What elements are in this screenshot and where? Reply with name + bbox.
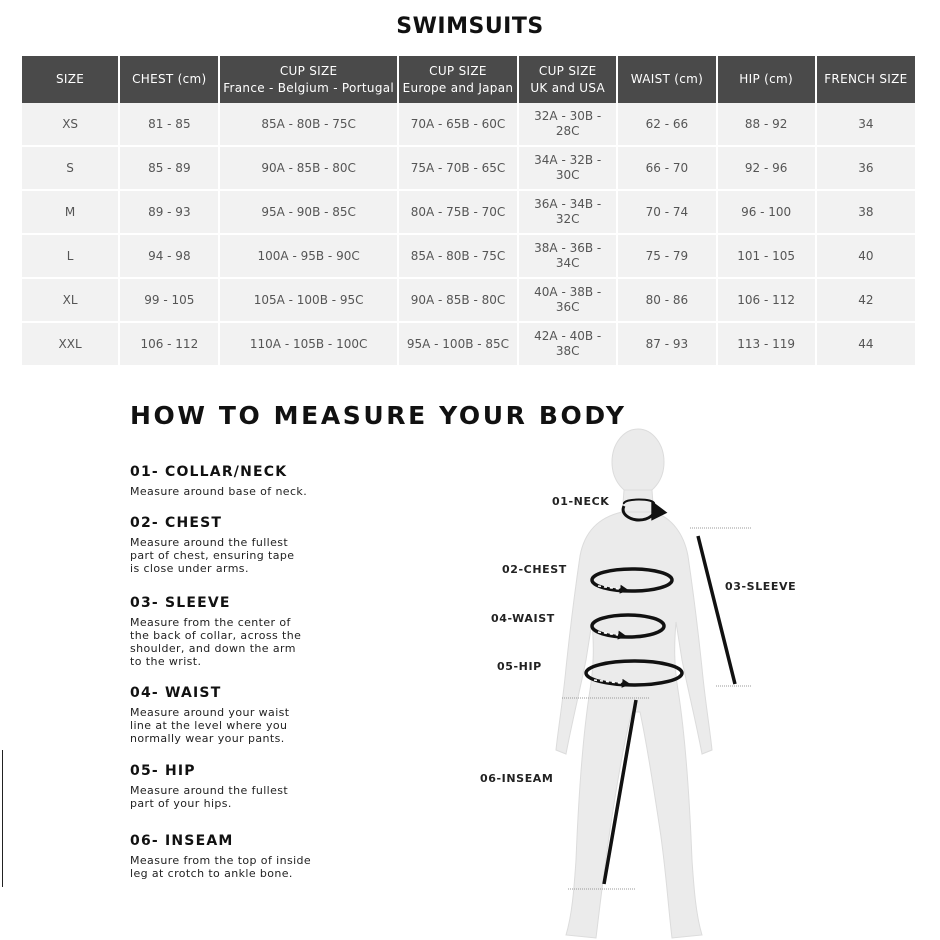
step-description: Measure from the center of the back of collar, across the shoulder, and down the arm to the wrist.: [130, 616, 302, 668]
cell-size: L: [22, 235, 118, 279]
cell-cup-france: 85A - 80B - 75C: [220, 103, 396, 147]
step-description: Measure around your waist line at the level where you normally wear your pants.: [130, 706, 290, 745]
cell-hip: 113 - 119: [718, 323, 815, 367]
cell-cup-europe: 90A - 85B - 80C: [399, 279, 517, 323]
step-heading: 04- WAIST: [130, 685, 222, 701]
cell-hip: 106 - 112: [718, 279, 815, 323]
cell-hip: 92 - 96: [718, 147, 815, 191]
cell-chest: 94 - 98: [120, 235, 218, 279]
header-cup-uk: CUP SIZE UK and USA: [519, 56, 616, 103]
cell-chest: 99 - 105: [120, 279, 218, 323]
cell-french-size: 44: [817, 323, 915, 367]
header-french-size: FRENCH SIZE: [817, 56, 915, 103]
cell-cup-europe: 75A - 70B - 65C: [399, 147, 517, 191]
step-description: Measure from the top of inside leg at crotch to ankle bone.: [130, 854, 312, 880]
cell-cup-uk: 42A - 40B - 38C: [519, 323, 616, 367]
cell-cup-europe: 80A - 75B - 70C: [399, 191, 517, 235]
header-chest: CHEST (cm): [120, 56, 218, 103]
cell-size: XS: [22, 103, 118, 147]
measure-section-title: HOW TO MEASURE YOUR BODY: [130, 401, 627, 430]
header-cup-europe: CUP SIZE Europe and Japan: [399, 56, 517, 103]
cell-cup-france: 95A - 90B - 85C: [220, 191, 396, 235]
cell-cup-uk: 32A - 30B - 28C: [519, 103, 616, 147]
cell-cup-uk: 38A - 36B - 34C: [519, 235, 616, 279]
header-cup-france: CUP SIZE France - Belgium - Portugal: [220, 56, 396, 103]
figure-label-hip: 05-HIP: [497, 660, 542, 673]
cell-waist: 75 - 79: [618, 235, 715, 279]
cell-hip: 88 - 92: [718, 103, 815, 147]
step-heading: 01- COLLAR/NECK: [130, 464, 288, 480]
cell-size: XXL: [22, 323, 118, 367]
cell-cup-france: 90A - 85B - 80C: [220, 147, 396, 191]
cell-chest: 89 - 93: [120, 191, 218, 235]
cell-size: M: [22, 191, 118, 235]
header-size: SIZE: [22, 56, 118, 103]
cell-cup-france: 100A - 95B - 90C: [220, 235, 396, 279]
figure-label-chest: 02-CHEST: [502, 563, 567, 576]
cell-cup-europe: 70A - 65B - 60C: [399, 103, 517, 147]
cell-hip: 101 - 105: [718, 235, 815, 279]
step-heading: 03- SLEEVE: [130, 595, 231, 611]
cell-cup-france: 105A - 100B - 95C: [220, 279, 396, 323]
cell-cup-france: 110A - 105B - 100C: [220, 323, 396, 367]
cell-waist: 70 - 74: [618, 191, 715, 235]
cell-waist: 66 - 70: [618, 147, 715, 191]
cell-chest: 85 - 89: [120, 147, 218, 191]
cell-size: S: [22, 147, 118, 191]
step-heading: 06- INSEAM: [130, 833, 234, 849]
step-heading: 02- CHEST: [130, 515, 223, 531]
figure-label-sleeve: 03-SLEEVE: [725, 580, 797, 593]
cell-waist: 80 - 86: [618, 279, 715, 323]
step-heading: 05- HIP: [130, 763, 196, 779]
cell-french-size: 36: [817, 147, 915, 191]
cell-chest: 81 - 85: [120, 103, 218, 147]
cell-cup-europe: 95A - 100B - 85C: [399, 323, 517, 367]
cell-waist: 62 - 66: [618, 103, 715, 147]
cell-french-size: 38: [817, 191, 915, 235]
cell-cup-europe: 85A - 80B - 75C: [399, 235, 517, 279]
cell-waist: 87 - 93: [618, 323, 715, 367]
cell-cup-uk: 36A - 34B - 32C: [519, 191, 616, 235]
cell-french-size: 42: [817, 279, 915, 323]
page-title: SWIMSUITS: [396, 14, 544, 39]
figure-label-waist: 04-WAIST: [491, 612, 555, 625]
step-description: Measure around the fullest part of your hips.: [130, 784, 289, 810]
step-description: Measure around base of neck.: [130, 485, 308, 498]
cell-french-size: 40: [817, 235, 915, 279]
figure-label-neck: 01-NECK: [552, 495, 610, 508]
cell-hip: 96 - 100: [718, 191, 815, 235]
cell-french-size: 34: [817, 103, 915, 147]
header-waist: WAIST (cm): [618, 56, 715, 103]
step-description: Measure around the fullest part of chest, ensuring tape is close under arms.: [130, 536, 295, 575]
figure-label-inseam: 06-INSEAM: [480, 772, 554, 785]
cell-chest: 106 - 112: [120, 323, 218, 367]
cell-size: XL: [22, 279, 118, 323]
header-hip: HIP (cm): [718, 56, 815, 103]
cell-cup-uk: 34A - 32B - 30C: [519, 147, 616, 191]
cell-cup-uk: 40A - 38B - 36C: [519, 279, 616, 323]
